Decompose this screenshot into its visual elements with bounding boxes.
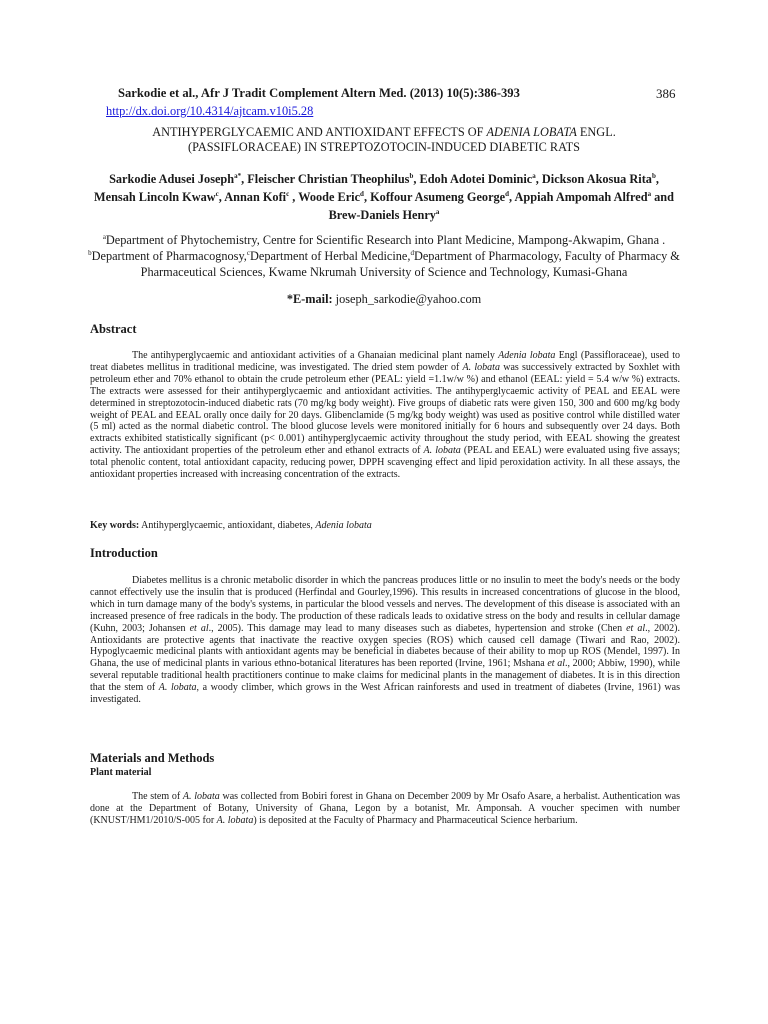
author-name: Sarkodie Adusei Joseph bbox=[109, 172, 235, 186]
contact-email bbox=[88, 292, 680, 307]
author-name: Woode Eric bbox=[298, 190, 361, 204]
doi-link[interactable]: http://dx.doi.org/10.4314/ajtcam.v10i5.28 bbox=[106, 104, 314, 118]
title-line2: (PASSIFLORACEAE) IN STREPTOZOTOCIN-INDUCED DIABETIC RATS bbox=[188, 140, 580, 154]
affil-text: Department of Herbal Medicine, bbox=[249, 249, 411, 263]
author-7 bbox=[370, 190, 514, 204]
keywords-label: Key words: bbox=[90, 520, 140, 531]
author-sup: b bbox=[409, 171, 414, 180]
text-run: was successively extracted by Soxhlet with petroleum ether and 70% ethanol to obtain the crude petroleum ether (PEAL: yield =1.1w/w %) and ethanol (EEAL: yield = 5.4 w/w %) extracts. The extracts were assessed for their antihyperglycaemic and antioxidant activities. The antihyperglycaemic activity of PEAL and EEAL were determined in streptozotocin-induced diabetic rats (70 mg/kg body weight). Five groups of diabetic rats were given 150, 300 and 600 mg/kg body weight of PEAL and EEAL orally once daily for 20 days. Glibenclamide (5 mg/kg body weight) was used as positive control while distilled water (5 ml) acted as the normal diabetic control. The blood glucose levels were monitored initially for 6 hours and subsequently over 24 days. Both extracts exhibited statistically significant (p< 0.001) antihyperglycaemic activity throughout the study period, with EEAL showing the greatest activity. The antioxidant properties of the petroleum ether and ethanol extracts of bbox=[90, 361, 680, 457]
keywords-text: Antihyperglycaemic, antioxidant, diabetes, bbox=[139, 520, 316, 531]
author-sep: , bbox=[363, 190, 371, 204]
email-label: *E-mail: bbox=[286, 292, 333, 306]
author-name: Dickson Akosua Rita bbox=[541, 172, 652, 186]
author-name: Annan Kofi bbox=[224, 190, 287, 204]
methods-body bbox=[90, 791, 680, 827]
author-sup: c bbox=[286, 189, 290, 198]
italic-run: A. lobata bbox=[423, 445, 461, 457]
author-sep: , bbox=[413, 172, 420, 186]
author-name: Brew-Daniels Henry bbox=[328, 208, 436, 222]
author-1 bbox=[247, 172, 419, 186]
author-name: Edoh Adotei Dominic bbox=[419, 172, 533, 186]
author-sep: , bbox=[509, 190, 515, 204]
author-sup: d bbox=[360, 189, 364, 198]
author-sup: a bbox=[647, 189, 652, 198]
plant-material-subheading: Plant material bbox=[90, 767, 152, 778]
author-sup: a* bbox=[234, 171, 242, 180]
introduction-heading: Introduction bbox=[90, 546, 158, 560]
text-run: , a woody climber, which grows in the West African rainforests and used in treatment of diabetes (Irvine, 1961) was investigated. bbox=[90, 682, 680, 706]
text-run: Diabetes mellitus is a chronic metabolic disorder in which the pancreas produces little or no insulin to meet the body's needs or the body cannot effectively use the insulin that is produced (Herfindal and Gourley,1996). This results in increased concentrations of glucose in the blood, which in turn damage many of the body's systems, in particular the blood vessels and nerves. The development of this disease is associated with an increased presence of free radicals in the body. The production of these radicals leads to oxidative stress on the body and results in cellular damage (Kuhn, 2003; Johansen bbox=[90, 575, 680, 634]
title-line1-b: ENGL. bbox=[576, 125, 616, 139]
author-sep: , bbox=[289, 190, 299, 204]
text-run: The antihyperglycaemic and antioxidant activities of a Ghanaian medicinal plant namely bbox=[132, 350, 499, 361]
author-0 bbox=[109, 172, 247, 186]
author-sup: c bbox=[215, 189, 219, 198]
author-list bbox=[88, 170, 680, 224]
author-sup: a bbox=[435, 207, 440, 216]
italic-run: A. lobata bbox=[462, 361, 500, 373]
author-3 bbox=[542, 172, 659, 186]
author-2 bbox=[420, 172, 542, 186]
page-number: 386 bbox=[656, 86, 676, 101]
author-name: Koffour Asumeng George bbox=[370, 190, 506, 204]
affil-sup: a bbox=[102, 232, 106, 241]
title-species: ADENIA LOBATA bbox=[486, 125, 577, 139]
keywords-species: Adenia lobata bbox=[315, 520, 372, 531]
text-run: ) is deposited at the Faculty of Pharmacy and Pharmaceutical Science herbarium. bbox=[253, 814, 578, 826]
text-run: ., 2000; Abbiw, 1990), while several reputable traditional health practitioners continue to make claims for medicinal plants in the management of diabetes. It is in this direction that the stem of bbox=[90, 658, 680, 694]
author-name: Mensah Lincoln Kwaw bbox=[94, 190, 216, 204]
text-run: ., 2005). This damage may lead to many diseases such as diabetes, hypertension and stroke (Chen bbox=[208, 622, 627, 634]
introduction-body bbox=[90, 575, 680, 706]
text-run: (PEAL and EEAL) were evaluated using five assays; total phenolic content, total antioxidant capacity, reducing power, DPPH scavenging effect and lipid peroxidation activity. In all these assays, the antioxidant properties increased with increasing concentration of the extracts. bbox=[90, 445, 680, 481]
affil-text: Department of Pharmacognosy, bbox=[91, 249, 247, 263]
affil-sup: c bbox=[246, 248, 250, 257]
methods-heading: Materials and Methods bbox=[90, 751, 215, 765]
author-sep: , bbox=[241, 172, 248, 186]
author-name: Fleischer Christian Theophilus bbox=[247, 172, 410, 186]
title-line1-a: ANTIHYPERGLYCAEMIC AND ANTIOXIDANT EFFECTS OF bbox=[152, 125, 487, 139]
text-run: ., 2002). Antioxidants are protective agents that inactivate the reactive oxygen species (ROS) which caused cell damage (Tiwari and Rao, 2002). Hypoglycaemic medicinal plants with antioxidant agents may be beneficial in diabetes because of their ability to mop up ROS (Mendel, 1997). In Ghana, the use of medicinal plants in various ethno-botanical literatures has been reported (Irvine, 1961; Mshana bbox=[90, 622, 680, 670]
affil-text: Department of Phytochemistry, Centre for Scientific Research into Plant Medicine, Mampong-Akwapim, Ghana . bbox=[105, 233, 666, 247]
author-4 bbox=[94, 190, 224, 204]
italic-run: et al bbox=[547, 658, 566, 670]
text-run: Engl (Passifloraceae), used to treat diabetes mellitus in traditional medicine, was investigated. The dried stem powder of bbox=[90, 350, 680, 373]
text-run: was collected from Bobiri forest in Ghana on December 2009 by Mr Osafo Asare, a herbalist. Authentication was done at the Department of Botany, University of Ghana, Legon by a botanist, Mr. Amponsah. A voucher specimen with number (KNUST/HM1/2010/S-005 for bbox=[90, 791, 680, 826]
author-sep: , bbox=[218, 190, 225, 204]
author-6 bbox=[298, 190, 370, 204]
keywords bbox=[90, 520, 680, 531]
italic-run: A. lobata bbox=[158, 682, 197, 694]
text-run: The stem of bbox=[132, 791, 183, 802]
affil-text: Department of Pharmacology, Faculty of Pharmacy & Pharmaceutical Sciences, Kwame Nkrumah University of Science and Technology, Kumasi-Ghana bbox=[140, 249, 680, 279]
italic-run: et al bbox=[626, 622, 646, 634]
citation-header: Sarkodie et al., Afr J Tradit Complement Altern Med. (2013) 10(5):386-393 bbox=[118, 86, 520, 100]
italic-run: A. lobata bbox=[216, 814, 254, 826]
author-sep: , bbox=[535, 172, 542, 186]
abstract-body bbox=[90, 350, 680, 481]
author-sup: d bbox=[505, 189, 510, 198]
author-sup: b bbox=[651, 171, 656, 180]
author-sep: , bbox=[655, 172, 659, 186]
italic-run: Adenia lobata bbox=[498, 350, 556, 361]
italic-run: A. lobata bbox=[182, 791, 220, 802]
author-sup: a bbox=[532, 171, 536, 180]
affil-sup: d bbox=[410, 248, 414, 257]
author-sep: and bbox=[651, 190, 674, 204]
affil-sup: b bbox=[88, 248, 92, 257]
author-5 bbox=[224, 190, 298, 204]
paper-title bbox=[88, 125, 680, 155]
author-8 bbox=[515, 190, 674, 204]
abstract-heading: Abstract bbox=[90, 322, 137, 336]
author-9 bbox=[329, 208, 440, 222]
email-address: joseph_sarkodie@yahoo.com bbox=[332, 292, 482, 306]
author-name: Appiah Ampomah Alfred bbox=[514, 190, 648, 204]
italic-run: et al bbox=[189, 622, 209, 634]
affiliations bbox=[88, 232, 680, 280]
